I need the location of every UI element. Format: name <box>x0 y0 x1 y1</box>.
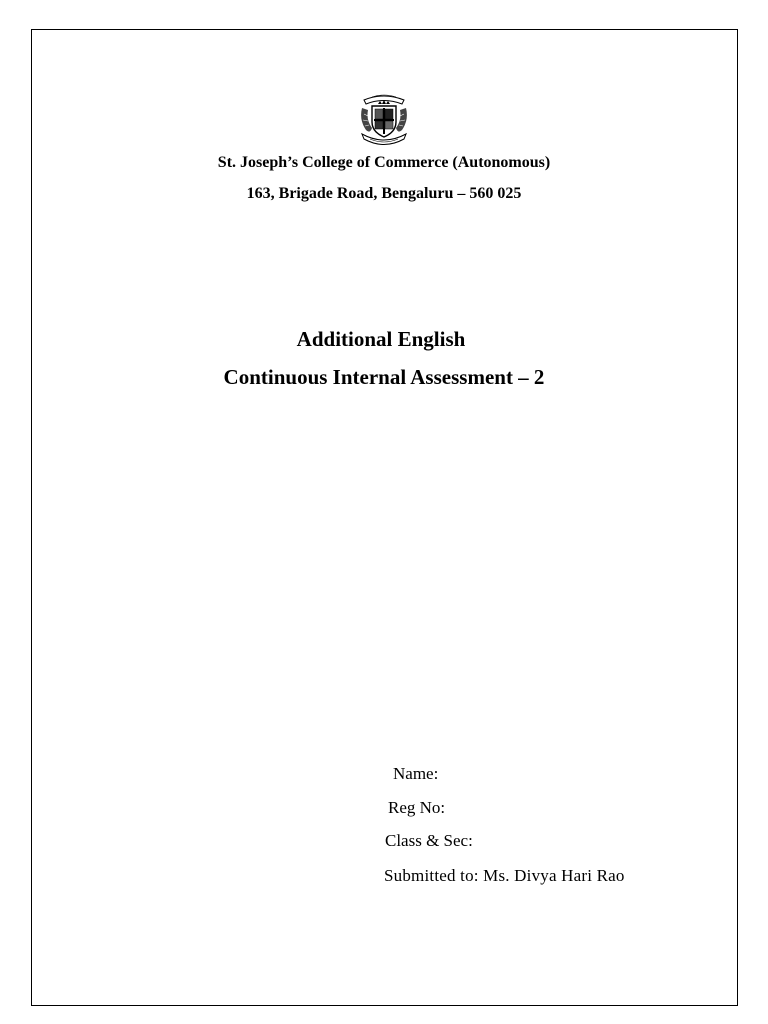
reg-no-label: Reg No: <box>388 798 446 817</box>
college-name: St. Joseph’s College of Commerce (Autonomous) <box>217 154 551 171</box>
name-label: Name: <box>393 764 439 783</box>
assessment-title: Continuous Internal Assessment – 2 <box>223 365 545 389</box>
subject-title: Additional English <box>296 327 466 351</box>
page-border <box>31 29 738 1006</box>
submitted-to-label: Submitted to: Ms. Divya Hari Rao <box>384 866 625 885</box>
college-crest-icon <box>358 92 410 146</box>
class-sec-label: Class & Sec: <box>385 831 473 850</box>
college-address: 163, Brigade Road, Bengaluru – 560 025 <box>246 185 522 202</box>
